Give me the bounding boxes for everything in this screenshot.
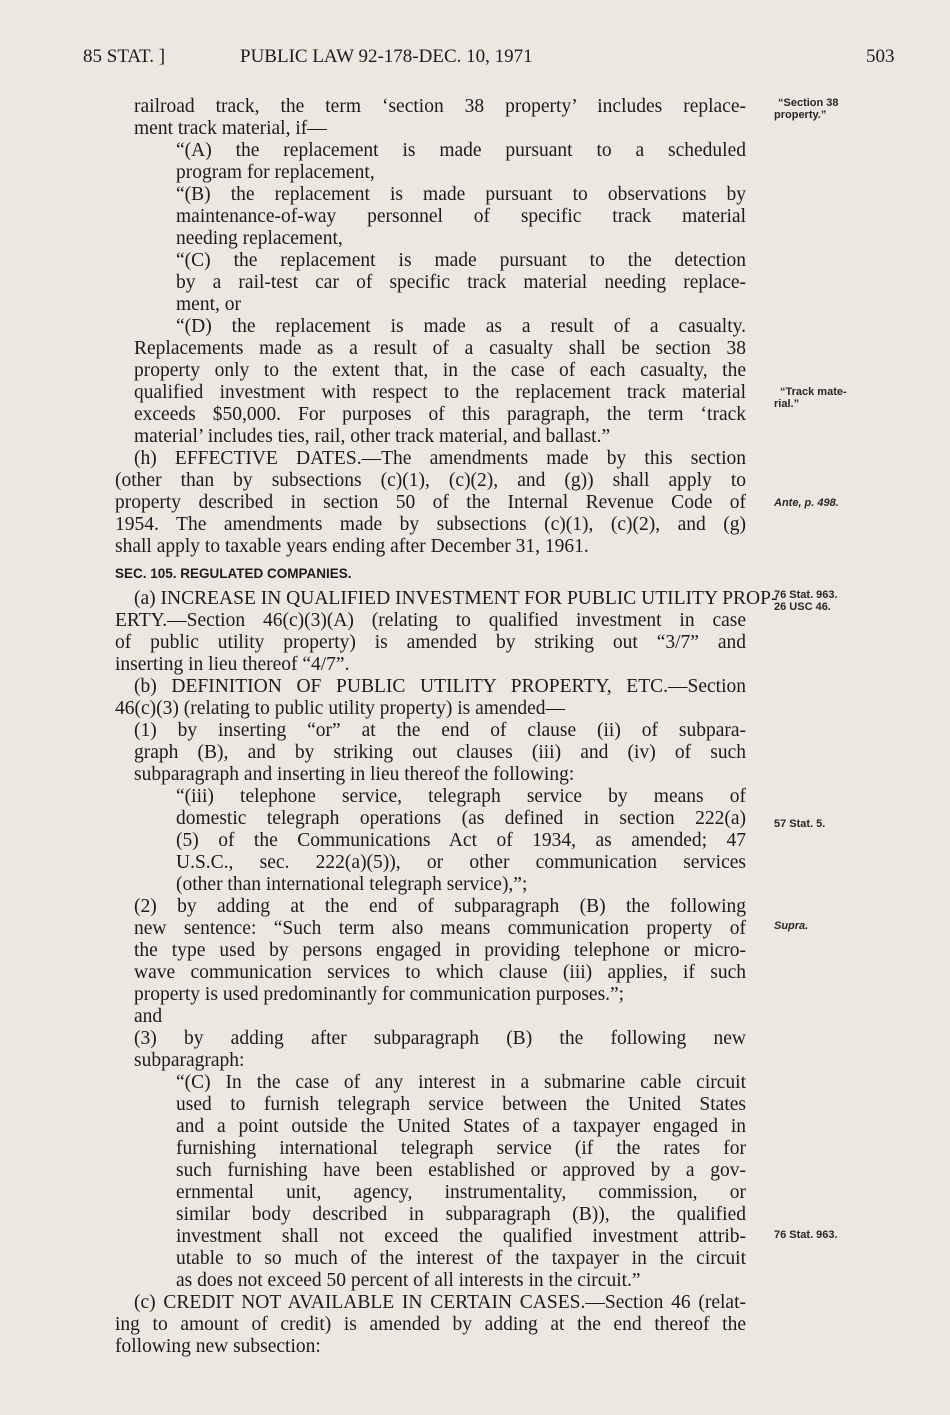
body-line: railroad track, the term ‘section 38 property’ includes replace- [134, 96, 746, 117]
body-line: “(C) In the case of any interest in a submarine cable circuit [176, 1072, 746, 1093]
body-line: “(C) the replacement is made pursuant to the detection [176, 250, 746, 271]
header-page-number: 503 [866, 46, 895, 67]
body-line: maintenance-of-way personnel of specific track material [176, 206, 746, 227]
header-title: PUBLIC LAW 92-178-DEC. 10, 1971 [240, 46, 533, 67]
body-line: by a rail-test car of specific track material needing replace- [176, 272, 746, 293]
body-line: (c) CREDIT NOT AVAILABLE IN CERTAIN CASES.—Section 46 (relat- [134, 1292, 746, 1313]
body-line: (5) of the Communications Act of 1934, as amended; 47 [176, 830, 746, 851]
body-line: “(D) the replacement is made as a result of a casualty. [176, 316, 746, 337]
body-line: ment, or [176, 294, 241, 315]
body-line: “(A) the replacement is made pursuant to a scheduled [176, 140, 746, 161]
body-line: wave communication services to which clause (iii) applies, if such [134, 962, 746, 983]
body-line: investment shall not exceed the qualified investment attrib- [176, 1226, 746, 1247]
margin-note: Ante, p. 498. [774, 497, 839, 509]
body-line: of public utility property) is amended by striking out “3/7” and [115, 632, 746, 653]
body-line: (b) DEFINITION OF PUBLIC UTILITY PROPERTY, ETC.—Section [134, 676, 746, 697]
body-line: qualified investment with respect to the replacement track material [134, 382, 746, 403]
margin-note: “Track mate- [780, 386, 847, 398]
body-line: “(iii) telephone service, telegraph service by means of [176, 786, 746, 807]
body-line: ERTY.—Section 46(c)(3)(A) (relating to qualified investment in case [115, 610, 746, 631]
body-line: “(B) the replacement is made pursuant to observations by [176, 184, 746, 205]
margin-note: “Section 38 [778, 97, 839, 109]
body-line: new sentence: “Such term also means communication property of [134, 918, 746, 939]
body-line: such furnishing have been established or approved by a gov- [176, 1160, 746, 1181]
body-line: exceeds $50,000. For purposes of this paragraph, the term ‘track [134, 404, 746, 425]
body-line: and a point outside the United States of a taxpayer engaged in [176, 1116, 746, 1137]
body-line: program for replacement, [176, 162, 375, 183]
body-line: furnishing international telegraph service (if the rates for [176, 1138, 746, 1159]
margin-note: 57 Stat. 5. [774, 818, 826, 830]
body-line: (other than by subsections (c)(1), (c)(2), and (g)) shall apply to [115, 470, 746, 491]
body-line: (3) by adding after subparagraph (B) the following new [134, 1028, 746, 1049]
body-line: domestic telegraph operations (as defined in section 222(a) [176, 808, 746, 829]
body-line: ing to amount of credit) is amended by adding at the end thereof the [115, 1314, 746, 1335]
body-line: Replacements made as a result of a casualty shall be section 38 [134, 338, 746, 359]
body-line: subparagraph and inserting in lieu thereof the following: [134, 764, 575, 785]
body-line: shall apply to taxable years ending after December 31, 1961. [115, 536, 589, 557]
margin-note: 76 Stat. 963. [774, 589, 838, 601]
body-line: utable to so much of the interest of the taxpayer in the circuit [176, 1248, 746, 1269]
body-line: as does not exceed 50 percent of all interests in the circuit.” [176, 1270, 641, 1291]
body-line: (2) by adding at the end of subparagraph (B) the following [134, 896, 746, 917]
body-line: property described in section 50 of the Internal Revenue Code of [115, 492, 746, 513]
body-line: the type used by persons engaged in providing telephone or micro- [134, 940, 746, 961]
body-line: ernmental unit, agency, instrumentality, commission, or [176, 1182, 746, 1203]
margin-note: rial.” [774, 398, 800, 410]
body-line: U.S.C., sec. 222(a)(5)), or other communication services [176, 852, 746, 873]
body-line: property only to the extent that, in the case of each casualty, the [134, 360, 746, 381]
body-line: (other than international telegraph service),”; [176, 874, 528, 895]
body-line: following new subsection: [115, 1336, 321, 1357]
margin-note: property.” [774, 109, 827, 121]
body-line: ment track material, if— [134, 118, 327, 139]
body-line: subparagraph: [134, 1050, 245, 1071]
body-line: and [134, 1006, 163, 1027]
body-line: material’ includes ties, rail, other track material, and ballast.” [134, 426, 611, 447]
body-line: (h) EFFECTIVE DATES.—The amendments made by this section [134, 448, 746, 469]
body-line: property is used predominantly for communication purposes.”; [134, 984, 625, 1005]
body-line: (a) INCREASE IN QUALIFIED INVESTMENT FOR PUBLIC UTILITY PROP- [134, 588, 778, 609]
body-line: used to furnish telegraph service between the United States [176, 1094, 746, 1115]
margin-note: Supra. [774, 920, 809, 932]
body-line: 46(c)(3) (relating to public utility property) is amended— [115, 698, 565, 719]
body-line: needing replacement, [176, 228, 343, 249]
margin-note: 76 Stat. 963. [774, 1229, 838, 1241]
header-volume: 85 STAT. ] [83, 46, 166, 67]
body-line: inserting in lieu thereof “4/7”. [115, 654, 350, 675]
section-heading: SEC. 105. REGULATED COMPANIES. [115, 566, 352, 581]
body-line: similar body described in subparagraph (B)), the qualified [176, 1204, 746, 1225]
body-line: 1954. The amendments made by subsections (c)(1), (c)(2), and (g) [115, 514, 746, 535]
body-line: graph (B), and by striking out clauses (iii) and (iv) of such [134, 742, 746, 763]
body-line: (1) by inserting “or” at the end of clause (ii) of subpara- [134, 720, 746, 741]
margin-note: 26 USC 46. [774, 601, 831, 613]
